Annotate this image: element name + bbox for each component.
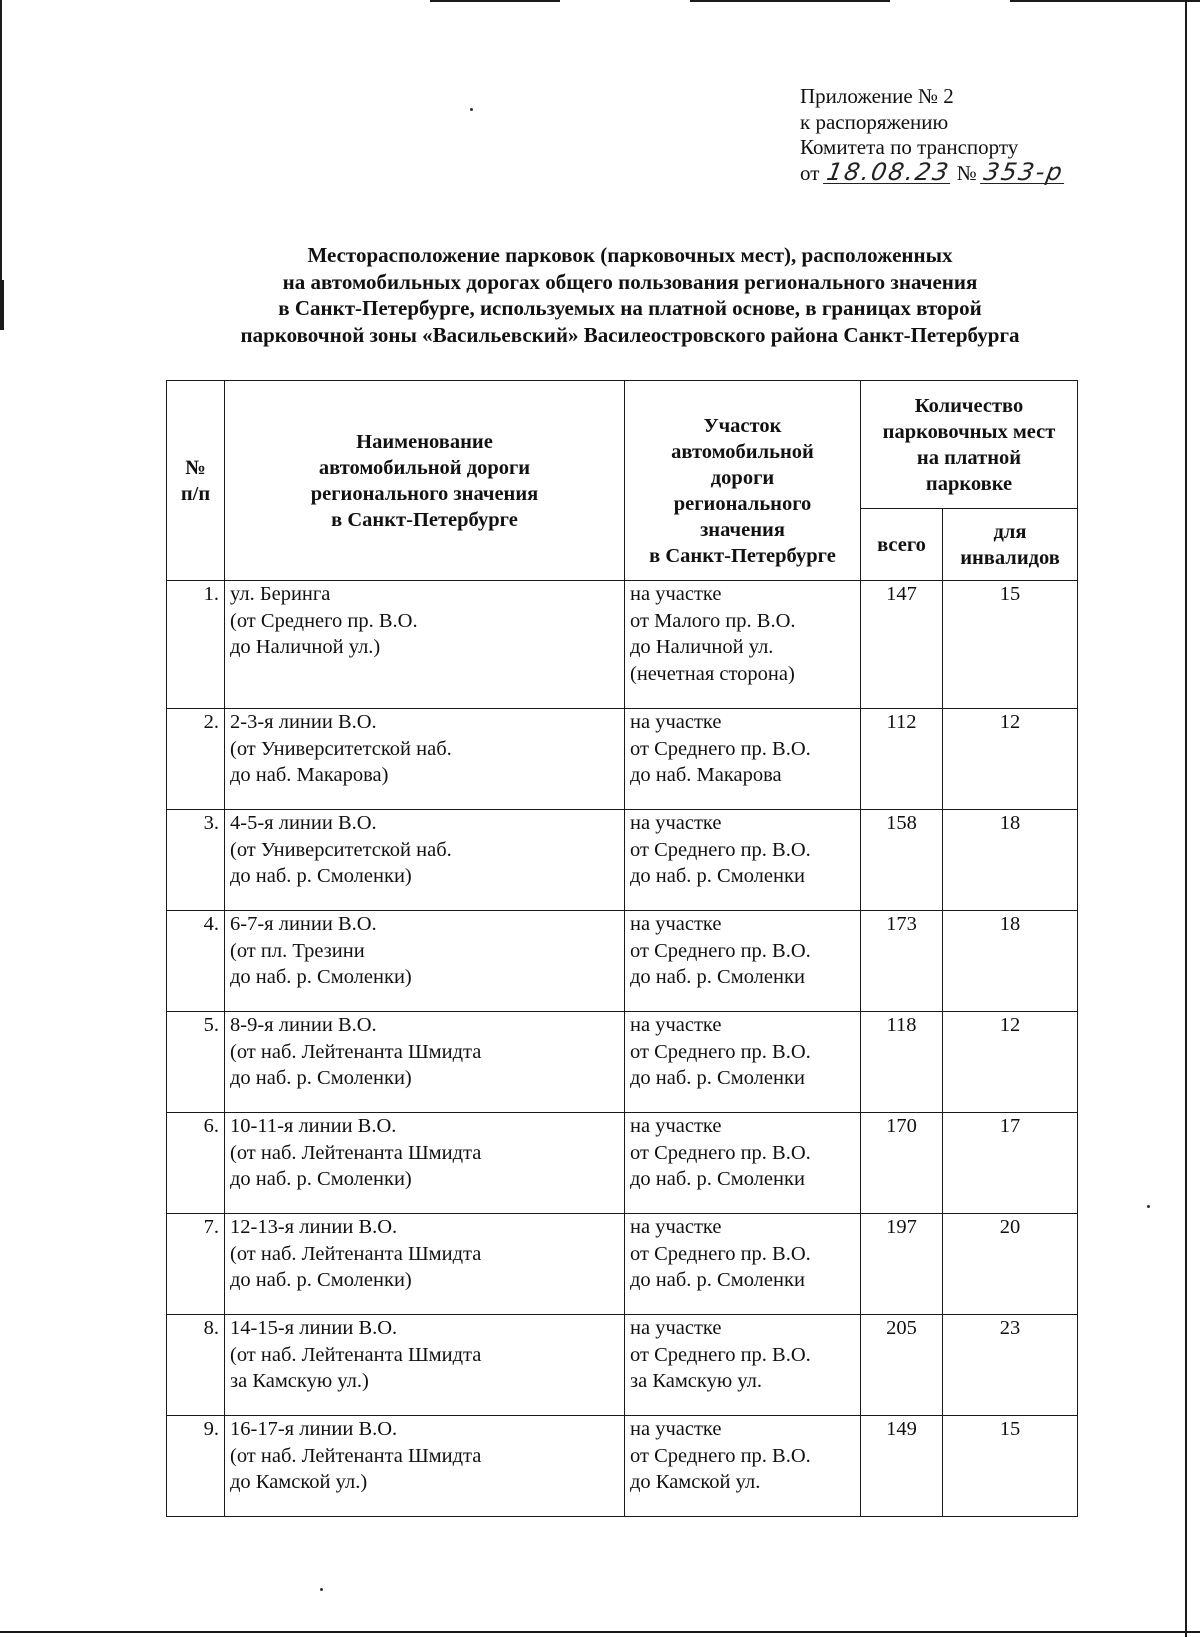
header-count-line: на платной <box>916 446 1022 469</box>
road-section-cell <box>625 1012 861 1113</box>
road-section-cell <box>625 1416 861 1517</box>
road-section-cell <box>625 1315 861 1416</box>
road-name-line: до наб. Макарова) <box>230 764 389 786</box>
header-disabled-line: инвалидов <box>960 546 1060 569</box>
header-no-line: п/п <box>180 482 211 505</box>
title-line: на автомобильных дорогах общего пользования регионального значения <box>282 269 978 294</box>
road-name-line: (от наб. Лейтенанта Шмидта <box>230 1343 482 1366</box>
road-name-line: до Наличной ул.) <box>230 636 381 658</box>
total-spaces: 158 <box>861 810 943 911</box>
total-spaces: 173 <box>861 911 943 1012</box>
row-number: 5. <box>167 1012 225 1113</box>
road-name-cell <box>225 709 625 810</box>
road-name-line: до наб. р. Смоленки) <box>230 1168 412 1190</box>
header-disabled <box>943 509 1078 581</box>
row-number: 7. <box>167 1214 225 1315</box>
table-row <box>167 1113 1078 1214</box>
header-no-line: № <box>185 456 206 479</box>
road-name-line: 6-7-я линии В.О. <box>230 913 377 935</box>
header-section-line: регионального <box>673 492 812 515</box>
table-row <box>167 1315 1078 1416</box>
road-name-line: (от наб. Лейтенанта Шмидта <box>230 1444 482 1467</box>
road-section-line: до наб. р. Смоленки <box>630 1168 805 1190</box>
road-name-line: 2-3-я линии В.О. <box>230 711 377 733</box>
road-section-line: от Среднего пр. В.О. <box>630 939 811 962</box>
road-name-line: до Камской ул.) <box>230 1471 368 1493</box>
road-section-line: от Среднего пр. В.О. <box>630 1040 811 1063</box>
header-name-line: в Санкт-Петербурге <box>331 508 518 531</box>
road-name-line: до наб. р. Смоленки) <box>230 1067 412 1089</box>
header-section-line: Участок <box>703 414 782 437</box>
table-row <box>167 911 1078 1012</box>
header-row <box>167 381 1078 509</box>
header-name-line: автомобильной дороги <box>318 456 531 479</box>
road-name-cell <box>225 581 625 709</box>
road-name-line: до наб. р. Смоленки) <box>230 966 412 988</box>
road-name-line: (от Среднего пр. В.О. <box>230 609 418 632</box>
road-section-line: от Среднего пр. В.О. <box>630 1343 811 1366</box>
road-section-line: до Наличной ул. <box>630 636 774 658</box>
appendix-block <box>800 84 1066 186</box>
handwritten-date: 18.08.23 <box>824 157 953 186</box>
row-number: 4. <box>167 911 225 1012</box>
road-section-line: на участке <box>630 711 722 733</box>
appendix-date-number <box>800 157 1067 187</box>
row-number: 2. <box>167 709 225 810</box>
disabled-spaces: 20 <box>943 1214 1078 1315</box>
road-name-line: 10-11-я линии В.О. <box>230 1115 397 1137</box>
road-section-line: от Среднего пр. В.О. <box>630 1242 811 1265</box>
number-prefix: № <box>956 160 977 185</box>
road-name-line: 8-9-я линии В.О. <box>230 1014 377 1036</box>
road-section-line: до наб. р. Смоленки <box>630 1269 805 1291</box>
road-section-cell <box>625 1214 861 1315</box>
road-section-line: от Среднего пр. В.О. <box>630 1444 811 1467</box>
road-name-line: 4-5-я линии В.О. <box>230 812 377 834</box>
road-name-line: (от наб. Лейтенанта Шмидта <box>230 1141 482 1164</box>
disabled-spaces: 17 <box>943 1113 1078 1214</box>
row-number: 1. <box>167 581 225 709</box>
scan-edge-left-mark <box>2 280 4 330</box>
road-name-line: (от наб. Лейтенанта Шмидта <box>230 1242 482 1265</box>
road-section-line: за Камскую ул. <box>630 1370 762 1392</box>
road-section-line: на участке <box>630 812 722 834</box>
total-spaces: 149 <box>861 1416 943 1517</box>
header-no <box>167 381 225 581</box>
road-name-line: 14-15-я линии В.О. <box>230 1317 398 1339</box>
table-row <box>167 1416 1078 1517</box>
table-row <box>167 709 1078 810</box>
road-section-line: от Среднего пр. В.О. <box>630 737 811 760</box>
table-row <box>167 1214 1078 1315</box>
row-number: 8. <box>167 1315 225 1416</box>
road-section-line: на участке <box>630 1115 722 1137</box>
road-name-cell <box>225 1214 625 1315</box>
header-count-line: парковочных мест <box>882 420 1056 443</box>
header-section-line: автомобильной <box>671 440 814 463</box>
road-name-line: за Камскую ул.) <box>230 1370 369 1392</box>
road-name-line: до наб. р. Смоленки) <box>230 865 412 887</box>
road-section-line: от Малого пр. В.О. <box>630 609 796 632</box>
road-section-line: от Среднего пр. В.О. <box>630 838 811 861</box>
header-count-line: парковке <box>925 472 1013 495</box>
scan-speck <box>320 1588 323 1591</box>
road-name-line: 16-17-я линии В.О. <box>230 1418 398 1440</box>
disabled-spaces: 18 <box>943 911 1078 1012</box>
header-count-line: Количество <box>914 394 1024 417</box>
disabled-spaces: 15 <box>943 1416 1078 1517</box>
appendix-line: к распоряжению <box>800 109 949 134</box>
header-name <box>225 381 625 581</box>
disabled-spaces: 15 <box>943 581 1078 709</box>
table-row <box>167 810 1078 911</box>
scan-edge-right <box>1185 0 1187 1637</box>
disabled-spaces: 12 <box>943 709 1078 810</box>
row-number: 3. <box>167 810 225 911</box>
road-name-line: (от наб. Лейтенанта Шмидта <box>230 1040 482 1063</box>
header-total: всего <box>861 509 943 581</box>
road-name-cell <box>225 1416 625 1517</box>
road-name-cell <box>225 1315 625 1416</box>
header-section-line: значения <box>700 518 785 541</box>
road-name-line: ул. Беринга <box>230 583 331 605</box>
road-section-cell <box>625 810 861 911</box>
road-section-line: до наб. Макарова <box>630 764 782 786</box>
total-spaces: 170 <box>861 1113 943 1214</box>
appendix-line: Приложение № 2 <box>800 84 954 108</box>
header-section-line: дороги <box>710 466 775 489</box>
scan-speck <box>1147 1205 1150 1208</box>
title-line: парковочной зоны «Васильевский» Василеостровского района Санкт-Петербурга <box>240 322 1020 347</box>
total-spaces: 197 <box>861 1214 943 1315</box>
road-section-line: до наб. р. Смоленки <box>630 1067 805 1089</box>
road-section-cell <box>625 581 861 709</box>
header-section-line: в Санкт-Петербурге <box>649 544 836 567</box>
road-section-line: (нечетная сторона) <box>630 662 795 685</box>
road-section-line: на участке <box>630 913 722 935</box>
appendix-line: Комитета по транспорту <box>800 135 1019 159</box>
road-section-line: до наб. р. Смоленки <box>630 966 805 988</box>
title-line: Месторасположение парковок (парковочных мест), расположенных <box>307 243 953 267</box>
disabled-spaces: 12 <box>943 1012 1078 1113</box>
road-section-line: на участке <box>630 1014 722 1036</box>
disabled-spaces: 23 <box>943 1315 1078 1416</box>
road-section-line: на участке <box>630 583 722 605</box>
road-name-line: (от Университетской наб. <box>230 737 452 760</box>
header-section <box>625 381 861 581</box>
table-row <box>167 581 1078 709</box>
road-name-cell <box>225 1012 625 1113</box>
road-name-line: (от пл. Трезини <box>230 939 365 962</box>
scan-edge-bottom <box>0 1631 1200 1633</box>
road-section-cell <box>625 911 861 1012</box>
total-spaces: 118 <box>861 1012 943 1113</box>
road-section-cell <box>625 1113 861 1214</box>
scan-edge-top-mid <box>690 0 890 2</box>
row-number: 6. <box>167 1113 225 1214</box>
table-row <box>167 1012 1078 1113</box>
road-section-line: на участке <box>630 1418 722 1440</box>
header-count <box>861 381 1078 509</box>
road-name-line: (от Университетской наб. <box>230 838 452 861</box>
scan-speck <box>470 108 473 111</box>
handwritten-number: 353-р <box>981 157 1067 186</box>
road-section-line: до наб. р. Смоленки <box>630 865 805 887</box>
row-number: 9. <box>167 1416 225 1517</box>
title-line: в Санкт-Петербурге, используемых на платной основе, в границах второй <box>278 296 982 320</box>
parking-table <box>166 380 1078 1517</box>
disabled-spaces: 18 <box>943 810 1078 911</box>
road-section-line: до Камской ул. <box>630 1471 761 1493</box>
document-title <box>150 242 1110 348</box>
total-spaces: 112 <box>861 709 943 810</box>
total-spaces: 147 <box>861 581 943 709</box>
road-name-line: до наб. р. Смоленки) <box>230 1269 412 1291</box>
total-spaces: 205 <box>861 1315 943 1416</box>
header-name-line: регионального значения <box>310 482 539 505</box>
road-section-line: на участке <box>630 1216 722 1238</box>
header-name-line: Наименование <box>356 430 493 453</box>
road-section-cell <box>625 709 861 810</box>
header-disabled-line: для <box>993 520 1027 543</box>
road-name-cell <box>225 1113 625 1214</box>
road-name-cell <box>225 911 625 1012</box>
road-section-line: от Среднего пр. В.О. <box>630 1141 811 1164</box>
scan-edge-top-left <box>430 0 560 2</box>
road-name-line: 12-13-я линии В.О. <box>230 1216 398 1238</box>
scan-edge-top-right <box>1010 0 1200 2</box>
road-name-cell <box>225 810 625 911</box>
date-prefix: от <box>800 160 820 185</box>
road-section-line: на участке <box>630 1317 722 1339</box>
